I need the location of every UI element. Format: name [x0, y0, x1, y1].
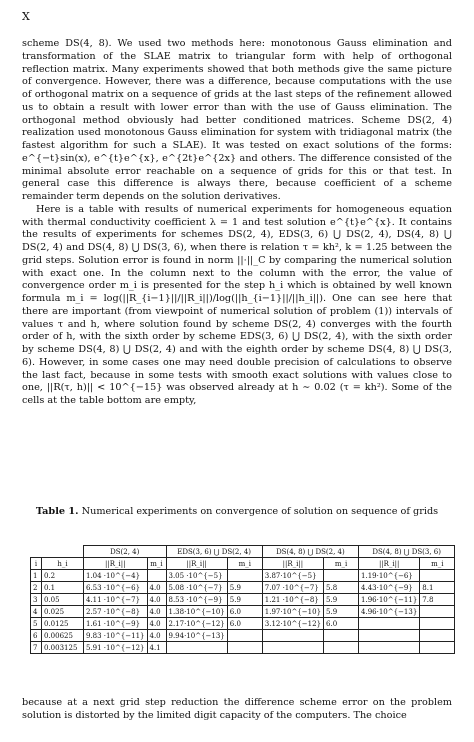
table-cell: 1.21 ·10^{−8} — [262, 594, 323, 606]
table-cell — [227, 630, 262, 642]
table-cell: 3 — [31, 594, 42, 606]
table-caption-label: Table 1. — [35, 506, 79, 517]
column-header: m_i — [147, 558, 166, 570]
group-header: DS(2, 4) — [84, 546, 167, 558]
table-cell: 1.96·10^{−11} — [359, 594, 420, 606]
table-cell — [420, 618, 455, 630]
table-cell: 8.53 ·10^{−9} — [166, 594, 227, 606]
table-cell: 0.00625 — [42, 630, 84, 642]
table-cell: 4.0 — [147, 618, 166, 630]
table-cell — [324, 630, 359, 642]
table-sub-header-row — [31, 558, 455, 570]
running-header: X — [22, 10, 30, 23]
table-cell — [359, 618, 420, 630]
table-row — [31, 642, 455, 654]
table-cell: 4.1 — [147, 642, 166, 654]
table-cell: 0.025 — [42, 606, 84, 618]
table-cell: 6 — [31, 630, 42, 642]
table-cell — [227, 642, 262, 654]
table-cell — [262, 642, 323, 654]
group-header: EDS(3, 6) ⋃ DS(2, 4) — [166, 546, 262, 558]
table-row — [31, 594, 455, 606]
table-cell: 4.0 — [147, 630, 166, 642]
table-cell: 4 — [31, 606, 42, 618]
table-cell: 5 — [31, 618, 42, 630]
table-caption — [22, 506, 452, 518]
table-corner — [31, 546, 84, 558]
table-cell: 4.0 — [147, 594, 166, 606]
table-cell: 7.07 ·10^{−7} — [262, 582, 323, 594]
table-row — [31, 618, 455, 630]
table-cell: 1 — [31, 570, 42, 582]
column-header: m_i — [420, 558, 455, 570]
table-cell — [227, 570, 262, 582]
table-cell: 0.1 — [42, 582, 84, 594]
table-cell: 1.04 ·10^{−4} — [84, 570, 148, 582]
table-cell: 5.9 — [324, 594, 359, 606]
column-header: ||R_i|| — [359, 558, 420, 570]
table-row — [31, 606, 455, 618]
table-cell: 6.53 ·10^{−6} — [84, 582, 148, 594]
paragraph: Here is a table with results of numerical experiments for homogeneous equation with thermal conductivity coefficient λ = 1 and test solution e^{t}e^{x}. It contains the results of experiments for schemes DS(2, 4), EDS(3, 6) ⋃ DS(2, 4), DS(4, 8) ⋃ DS(2, 4) and DS(4, 8) ⋃ DS(3, 6), when there is relation τ = kh², k = 1.25 between the grid steps. Solution error is found in norm ||·||_C by comparing the numerical solution with exact one. In the column next to the column with the error, the value of convergence order m_i is presented for the step h_i which is obtained by well known formula m_i = log(||R_{i−1}||/||R_i||)/log(||h_{i−1}||/||h_i||). One can see here that there are important (from viewpoint of numerical solution of problem (1)) intervals of values τ and h, where solution found by scheme DS(2, 4) converges with the fourth order of h, with the sixth order by scheme EDS(3, 6) ⋃ DS(2, 4), with the sixth order by scheme DS(4, 8) ⋃ DS(2, 4) and with the eighth order by scheme DS(4, 8) ⋃ DS(3, 6). However, in some cases one may need double precision of calculations to observe the last fact, because in some tests with smooth exact solutions with values close to one, ||R(τ, h)|| < 10^{−15} was observed already at h ∼ 0.02 (τ = kh²). Some of the cells at the table bottom are empty, — [22, 203, 452, 406]
column-header: i — [31, 558, 42, 570]
table-cell: 0.2 — [42, 570, 84, 582]
table-cell — [420, 606, 455, 618]
table-cell — [420, 630, 455, 642]
table-group-header-row — [31, 546, 455, 558]
table-cell: 6.0 — [227, 618, 262, 630]
table-cell: 4.11 ·10^{−7} — [84, 594, 148, 606]
table-cell: 5.9 — [227, 594, 262, 606]
table-cell — [324, 642, 359, 654]
table-cell — [262, 630, 323, 642]
table-cell: 4.43·10^{−9} — [359, 582, 420, 594]
table-cell: 4.0 — [147, 606, 166, 618]
table-cell: 6.0 — [227, 606, 262, 618]
table-cell: 7 — [31, 642, 42, 654]
table-cell — [324, 570, 359, 582]
table-cell: 9.83 ·10^{−11} — [84, 630, 148, 642]
table-cell — [359, 630, 420, 642]
table-cell: 3.87·10^{−5} — [262, 570, 323, 582]
column-header: m_i — [227, 558, 262, 570]
table-cell: 2.17·10^{−12} — [166, 618, 227, 630]
column-header: h_i — [42, 558, 84, 570]
table-cell: 0.05 — [42, 594, 84, 606]
table-cell: 5.9 — [324, 606, 359, 618]
table-cell: 2 — [31, 582, 42, 594]
table-cell: 7.8 — [420, 594, 455, 606]
column-header: ||R_i|| — [166, 558, 227, 570]
table-cell — [420, 642, 455, 654]
table-cell: 5.9 — [227, 582, 262, 594]
body-text — [22, 38, 452, 408]
table-body — [31, 570, 455, 654]
table-cell: 3.12·10^{−12} — [262, 618, 323, 630]
group-header: DS(4, 8) ⋃ DS(3, 6) — [359, 546, 455, 558]
table-cell: 5.8 — [324, 582, 359, 594]
table-cell: 0.003125 — [42, 642, 84, 654]
table-cell: 1.38·10^{−10} — [166, 606, 227, 618]
table-cell: 4.0 — [147, 582, 166, 594]
table-caption-text: Numerical experiments on convergence of solution on sequence of grids — [81, 506, 439, 517]
column-header: ||R_i|| — [262, 558, 323, 570]
table-row — [31, 570, 455, 582]
column-header: m_i — [324, 558, 359, 570]
table-cell — [166, 642, 227, 654]
table-cell — [359, 642, 420, 654]
results-table — [30, 545, 455, 654]
table-row — [31, 630, 455, 642]
table-cell: 1.61 ·10^{−9} — [84, 618, 148, 630]
table-cell: 5.91 ·10^{−12} — [84, 642, 148, 654]
table-cell: 2.57 ·10^{−8} — [84, 606, 148, 618]
table-cell: 9.94·10^{−13} — [166, 630, 227, 642]
table-cell: 6.0 — [324, 618, 359, 630]
table-row — [31, 582, 455, 594]
table-cell: 0.0125 — [42, 618, 84, 630]
table-cell: 5.08 ·10^{−7} — [166, 582, 227, 594]
table-cell: 1.19·10^{−6} — [359, 570, 420, 582]
table-cell — [420, 570, 455, 582]
paragraph: because at a next grid step reduction the difference scheme error on the problem solution is distorted by the limited digit capacity of the computers. The choice — [22, 697, 452, 721]
table-cell: 4.96·10^{−13} — [359, 606, 420, 618]
column-header: ||R_i|| — [84, 558, 148, 570]
table-cell: 8.1 — [420, 582, 455, 594]
paragraph: scheme DS(4, 8). We used two methods here: monotonous Gauss elimination and transformation of the SLAE matrix to triangular form with help of orthogonal reflection matrix. Many experiments showed that both methods give the same picture of convergence. However, there was a difference, because computations with the use of orthogonal matrix on a sequence of grids at the last steps of the refinement allowed us to obtain a result with lower error than with the use of Gauss elimination. The orthogonal method obviously had better conditioned matrices. Scheme DS(2, 4) realization used monotonous Gauss elimination for system with tridiagonal matrix (the fastest algorithm for such a SLAE). It was tested on exact solutions of the forms: e^{−t}sin(x), e^{t}e^{x}, e^{2t}e^{2x} and others. The difference consisted of the minimal absolute error reachable on a sequence of grids for this or that test. In general case this difference is always there, because coefficient of a scheme remainder term depends on the solution derivatives. — [22, 38, 452, 202]
group-header: DS(4, 8) ⋃ DS(2, 4) — [262, 546, 358, 558]
bottom-text — [22, 697, 452, 723]
table-cell: 1.97·10^{−10} — [262, 606, 323, 618]
table-cell — [147, 570, 166, 582]
table-cell: 3.05 ·10^{−5} — [166, 570, 227, 582]
